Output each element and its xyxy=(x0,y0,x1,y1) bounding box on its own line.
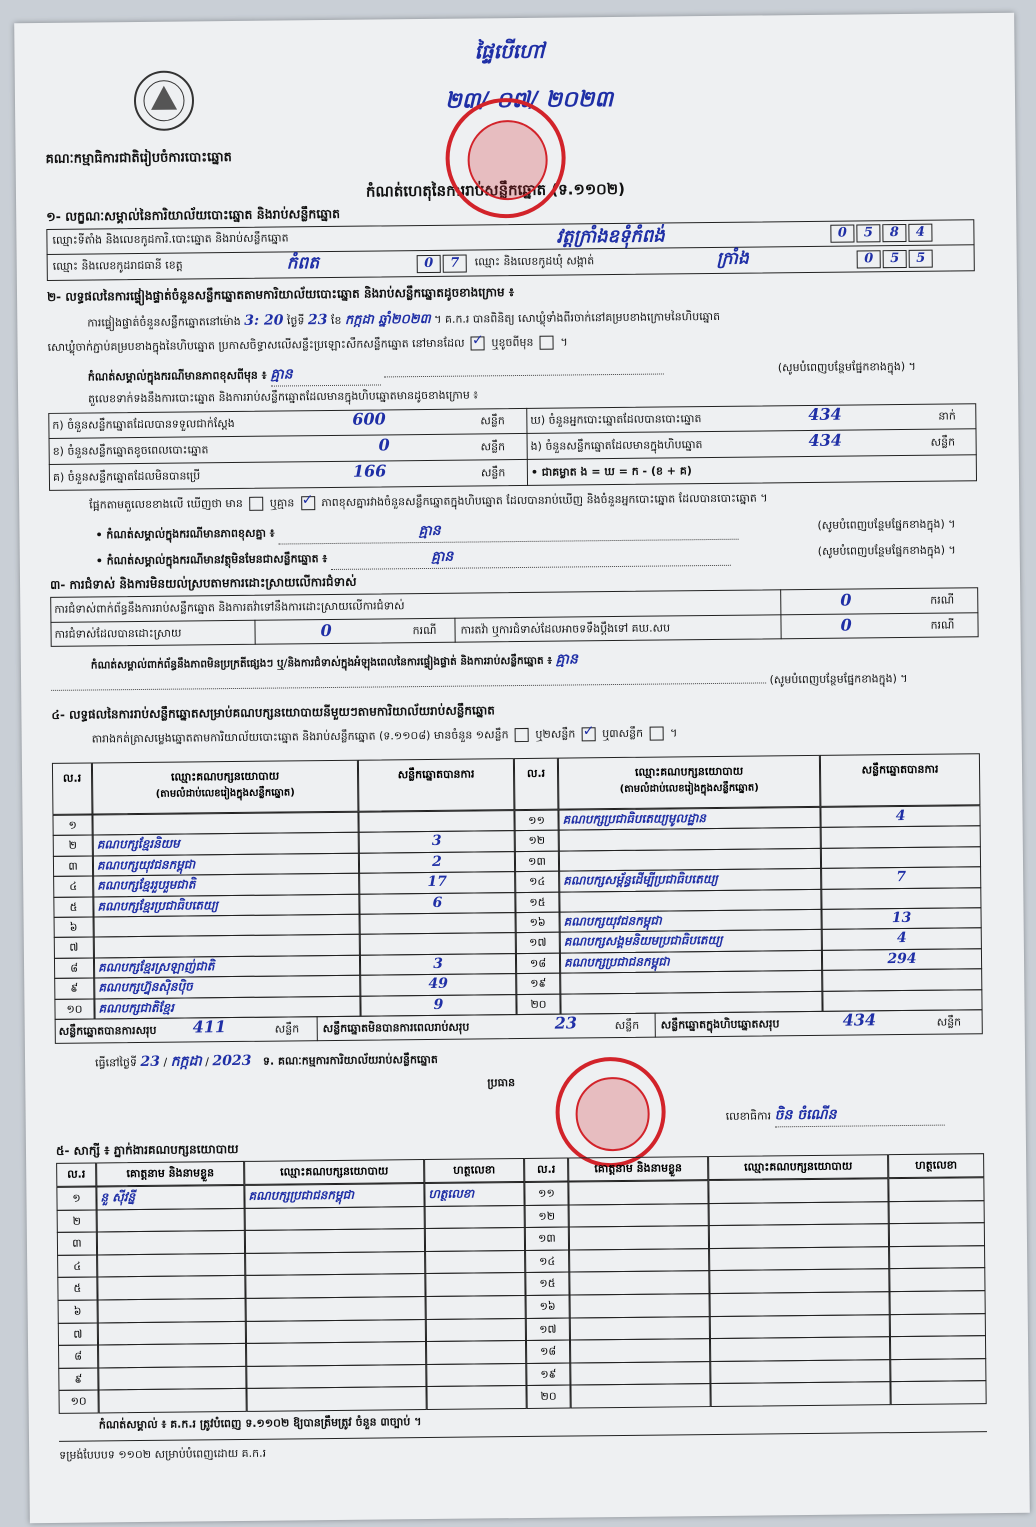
right-witness-cell xyxy=(889,1268,985,1293)
note-hint: (សូមបំពេញបន្ថែមផ្នែកខាងក្នុង) ។ xyxy=(777,359,916,375)
verify-month-year: កក្កដា ឆ្នាំ២០២៣ xyxy=(344,311,431,328)
left-witness-cell xyxy=(426,1340,526,1365)
station-name: វត្តក្រាំងឧទុំកំពង់ xyxy=(556,225,665,248)
left-row-votes: 9 xyxy=(360,994,516,1017)
left-witness-cell: ៥ xyxy=(57,1277,97,1301)
official-seal-bottom xyxy=(555,1057,666,1168)
left-witness-cell xyxy=(98,1321,246,1346)
stamp-note-1: ផ្ទៃបើហៅ xyxy=(474,38,545,64)
right-row-party: គណបក្សប្រជាជនកម្ពុជា xyxy=(560,950,822,974)
right-witness-cell xyxy=(889,1222,985,1247)
objection-value: 0 xyxy=(840,590,852,610)
commune-code-digit: 5 xyxy=(883,250,907,268)
capital-label: ឈ្មោះ និងលេខកូដរាជធានី ខេត្ត xyxy=(52,258,183,273)
right-row-votes: 4 xyxy=(820,805,980,828)
right-witness-cell xyxy=(570,1361,710,1386)
left-witness-cell xyxy=(97,1275,245,1300)
left-row-no: ១០ xyxy=(54,998,94,1020)
capital-name: កំពត xyxy=(286,253,320,274)
right-witness-cell xyxy=(889,1245,985,1270)
broken-checkbox[interactable] xyxy=(540,336,554,350)
right-row-votes xyxy=(821,846,981,869)
invalid-total: 23 xyxy=(554,1013,578,1033)
left-row-no: ៣ xyxy=(53,855,93,877)
count-formula: • ជាគម្លាត ង = ឃ = ក - (ខ + គ) xyxy=(530,464,692,479)
right-witness-cell xyxy=(710,1359,890,1384)
objection-label: ការជំទាស់ពាក់ព័ន្ធនឹងការរាប់សន្លឹកឆ្នោត និងការតវ៉ាទៅនឹងការដោះស្រាយលើការជំទាស់ xyxy=(54,599,405,616)
verify-line-2: សោឃ្លុំចាក់ភ្ជាប់គម្របខាងក្នុងនៃហិបឆ្នោត ប្រកាសចិទ្ធាសលើសន្លឹះប្រឡោះសឹកសន្លឹកឆ្នោត នៅមានដែល ✓ ឬខូចពីមុន ។ xyxy=(48,335,568,356)
count-label-c: គ) ចំនួនសន្លឹកឆ្នោតដែលមិនបានប្រើ xyxy=(52,469,201,484)
left-witness-cell xyxy=(98,1343,246,1368)
left-witness-cell xyxy=(425,1272,525,1297)
capital-code-digit: 0 xyxy=(417,255,441,273)
count-value-c: 166 xyxy=(352,461,387,481)
section3-note: កំណត់សម្គាល់ពាក់ព័ន្ធនឹងភាពមិនប្រក្រតីផ្សេងៗ ឬ/និងការជំទាស់ក្នុងអំឡុងពេលនៃការផ្ទៀងផ្ទាត់ និងការរាប់សន្លឹកឆ្នោត ៖ គ្មាន xyxy=(90,651,578,672)
right-witness-cell xyxy=(570,1316,710,1341)
right-witness-cell xyxy=(888,1177,984,1202)
right-row-no: ១៩ xyxy=(516,973,560,995)
two-sheet-checkbox[interactable] xyxy=(582,727,596,741)
right-witness-cell xyxy=(569,1270,709,1295)
left-witness-cell xyxy=(246,1386,426,1411)
left-witness-cell: ៩ xyxy=(58,1367,98,1391)
right-witness-cell xyxy=(710,1336,890,1361)
right-witness-cell xyxy=(889,1200,985,1225)
secretary-name: ចិន ចំណើន xyxy=(774,1106,837,1124)
left-witness-cell: ២ xyxy=(57,1209,97,1233)
right-witness-cell: ១៨ xyxy=(526,1340,570,1364)
station-code-digit: 5 xyxy=(856,224,880,242)
right-witness-cell xyxy=(570,1338,710,1363)
section4-title: ៤- លទ្ធផលនៃការរាប់សន្លឹកឆ្នោតសម្រាប់គណបក្សនយោបាយនីមួយៗតាមការិយាល័យរាប់សន្លឹកឆ្នោត xyxy=(51,703,495,722)
count-intro: តួលេខទាក់ទងនឹងការបោះឆ្នោត និងការរាប់សន្លឹកឆ្នោតដែលមានក្នុងហិបឆ្នោតមានដូចខាងក្រោម ៖ xyxy=(88,388,479,406)
count-label-b: ខ) ចំនួនសន្លឹកឆ្នោតខូចពេលបោះឆ្នោត xyxy=(52,443,209,458)
left-witness-header: គោត្តនាម និងនាមខ្លួន xyxy=(96,1161,244,1187)
bullet2-value: គ្មាន xyxy=(430,548,454,565)
right-row-no: ១៦ xyxy=(516,912,560,934)
footnote: កំណត់សម្គាល់ ៖ គ.ក.រ ត្រូវបំពេញ ទ.១១០២ ឱ្យបានត្រឹមត្រូវ ចំនួន ៣ច្បាប់ ។ xyxy=(98,1415,422,1432)
left-row-votes: 17 xyxy=(359,871,515,894)
left-witness-cell: ៦ xyxy=(58,1299,98,1323)
count-value-e: 434 xyxy=(808,430,843,450)
count-value-a: 600 xyxy=(352,409,386,429)
right-row-no: ១១ xyxy=(514,810,558,832)
left-row-no: ១ xyxy=(52,815,92,837)
left-witness-cell xyxy=(426,1318,526,1343)
note-value: គ្មាន xyxy=(270,366,293,383)
left-row-votes xyxy=(360,912,516,935)
left-witness-cell xyxy=(246,1319,426,1344)
right-witness-cell xyxy=(708,1178,888,1203)
left-row-party: គណបក្សយុវជនកម្ពុជា xyxy=(93,853,359,877)
left-row-votes: 2 xyxy=(359,851,515,874)
right-witness-header: ហត្ថលេខា xyxy=(888,1153,984,1178)
left-witness-cell xyxy=(98,1298,246,1323)
left-row-no: ២ xyxy=(53,835,93,857)
left-row-no: ៦ xyxy=(54,916,94,938)
left-row-votes: 6 xyxy=(359,892,515,915)
section1-title: ១- លក្ខណៈសម្គាល់នៃការិយាល័យបោះឆ្នោត និងរាប់សន្លឹកឆ្នោត xyxy=(46,205,341,224)
right-witness-cell xyxy=(709,1223,889,1248)
left-witness-header: ហត្ថលេខា xyxy=(424,1158,524,1183)
right-row-votes: 7 xyxy=(821,866,981,889)
left-row-no: ៥ xyxy=(53,896,93,918)
bullet1-value: គ្មាន xyxy=(418,522,441,540)
right-witness-cell xyxy=(710,1291,890,1316)
left-row-party: គណបក្សខ្មែរប្រជាធិបតេយ្យ xyxy=(93,893,359,917)
right-row-no: ១៣ xyxy=(515,850,559,872)
left-witness-cell xyxy=(97,1230,245,1255)
left-witness-cell xyxy=(98,1388,246,1413)
left-row-no: ៤ xyxy=(53,876,93,898)
right-row-votes: 294 xyxy=(822,948,982,971)
left-witness-cell xyxy=(246,1296,426,1321)
left-header-votes: សន្លឹកឆ្នោតបានការ xyxy=(358,758,515,812)
secretary-line: លេខាធិការ ចិន ចំណើន xyxy=(726,1104,945,1128)
left-row-party: គណបក្សខ្មែររួបរួមជាតិ xyxy=(93,873,359,897)
count-value-d: 434 xyxy=(808,404,842,424)
capital-code-digit: 7 xyxy=(443,255,467,273)
left-row-party: គណបក្សហ្វ៊ុនស៊ិនប៉ិច xyxy=(94,975,360,999)
left-witness-cell: ១ xyxy=(56,1186,96,1210)
station-code-digit: 8 xyxy=(882,224,906,242)
left-witness-cell: នួ ស៊ីវន្នី xyxy=(96,1185,244,1210)
right-row-party: គណបក្សយុវជនកម្ពុជា xyxy=(560,909,822,933)
right-witness-cell xyxy=(710,1382,890,1407)
one-sheet-checkbox[interactable] xyxy=(515,728,529,742)
left-row-no: ៨ xyxy=(54,957,94,979)
right-row-no: ១៨ xyxy=(516,952,560,974)
commune-code-digit: 0 xyxy=(857,250,881,268)
right-witness-cell: ១២ xyxy=(525,1204,569,1228)
note-line: កំណត់សម្គាល់ក្នុងករណីមានភាពខុសពីមុន ៖ គ្មាន xyxy=(88,360,665,388)
right-witness-cell xyxy=(889,1290,985,1315)
left-witness-cell xyxy=(425,1227,525,1252)
form-footer: ទម្រង់បែបបទ ១១០២ សម្រាប់បំពេញដោយ គ.ក.រ xyxy=(59,1446,267,1462)
left-witness-cell xyxy=(97,1208,245,1233)
right-row-party: គណបក្សសង្គមនិយមប្រជាធិបតេយ្យ xyxy=(560,929,822,953)
nec-emblem-icon xyxy=(133,69,196,132)
right-witness-cell xyxy=(890,1335,986,1360)
left-witness-cell xyxy=(98,1366,246,1391)
done-line: ធ្វើនៅថ្ងៃទី 23 / កក្កដា / 2023 ទ. គណៈកម្មការការិយាល័យរាប់សន្លឹកឆ្នោត xyxy=(94,1052,438,1071)
section3-hint-line: (សូមបំពេញបន្ថែមផ្នែកខាងក្នុង) ។ xyxy=(51,672,908,697)
left-witness-cell xyxy=(245,1228,425,1253)
left-row-votes: 3 xyxy=(359,830,515,853)
resolved-label: ការជំទាស់ដែលបានដោះស្រាយ xyxy=(54,626,182,641)
right-witness-cell: ២០ xyxy=(526,1385,570,1409)
section3-note-value: គ្មាន xyxy=(555,651,578,668)
right-witness-header: ឈ្មោះគណបក្សនយោបាយ xyxy=(708,1154,888,1180)
bullet2-line: • កំណត់សម្គាល់ក្នុងករណីមានវត្ថុមិនមែនជាសន្លឹកឆ្នោត ៖ គ្មាន xyxy=(96,544,731,573)
right-row-no: ១៧ xyxy=(516,932,560,954)
left-witness-cell xyxy=(426,1385,526,1410)
diff-line: ផ្អែកតាមតួលេខខាងលើ ឃើញថា មាន ឬគ្មាន ✓ ភាពខុសគ្នារវាងចំនួនសន្លឹកឆ្នោតក្នុងហិបឆ្នោត ដែលបានរាប់ឃើញ និងចំនួនអ្នកបោះឆ្នោត ដែលបានបោះឆ្នោត ។ xyxy=(89,491,768,514)
count-value-b: 0 xyxy=(378,435,390,455)
stamp-note-2: ២៣/ ០៧/ ២០២៣ xyxy=(444,86,614,114)
left-row-party: គណបក្សជាតិខ្មែរ xyxy=(94,995,360,1019)
left-witness-cell xyxy=(426,1295,526,1320)
no-diff-checkbox[interactable] xyxy=(301,496,315,510)
left-row-no: ៧ xyxy=(54,937,94,959)
right-witness-cell xyxy=(709,1201,889,1226)
left-header-no: ល.រ xyxy=(52,763,93,815)
right-witness-cell xyxy=(709,1246,889,1271)
three-sheet-checkbox[interactable] xyxy=(650,727,664,741)
left-witness-header: ល.រ xyxy=(56,1162,96,1186)
bullet1-line: • កំណត់សម្គាល់ក្នុងករណីមានភាពខុសគ្នា ៖ គ្មាន xyxy=(95,518,738,547)
official-seal-top xyxy=(445,98,566,219)
right-witness-cell xyxy=(569,1225,709,1250)
right-row-no: ១៤ xyxy=(515,871,559,893)
right-witness-cell xyxy=(569,1248,709,1273)
station-label: ឈ្មោះទីតាំង និងលេខកូដការិ.បោះឆ្នោត និងរាប់សន្លឹកឆ្នោត xyxy=(52,231,289,247)
left-witness-cell xyxy=(245,1206,425,1231)
right-witness-cell: ១៦ xyxy=(526,1295,570,1319)
chair-label: ប្រធាន xyxy=(487,1076,516,1090)
right-witness-header: គោត្តនាម និងនាមខ្លួន xyxy=(568,1156,708,1181)
left-row-votes: 49 xyxy=(360,973,516,996)
verify-line-1: ការផ្ទៀងផ្ទាត់ចំនួនសន្លឹកឆ្នោតនៅម៉ោង 3: 20 ថ្ងៃទី 23 ខែ កក្កដា ឆ្នាំ២០២៣ ។ គ.ក.រ បានពិនិត្យ សោឃ្លុំទាំងពីរចាក់នៅគម្របខាងក្រោមនៃហិបឆ្នោត xyxy=(87,309,721,330)
left-row-votes xyxy=(358,810,514,833)
right-witness-cell xyxy=(570,1383,710,1408)
left-witness-cell xyxy=(97,1253,245,1278)
section5-title: ៥- សាក្សី ៖ ភ្នាក់ងារគណបក្សនយោបាយ xyxy=(55,1141,239,1158)
right-witness-cell: ១៧ xyxy=(526,1317,570,1341)
right-row-votes xyxy=(821,887,981,910)
count-label-e: ង) ចំនួនសន្លឹកឆ្នោតដែលមានក្នុងហិបឆ្នោត xyxy=(530,438,703,453)
left-witness-cell xyxy=(425,1205,525,1230)
section2-title: ២- លទ្ធផលនៃការផ្ទៀងផ្ទាត់ចំនួនសន្លឹកឆ្នោតតាមការិយាល័យបោះឆ្នោត និងរាប់សន្លឹកឆ្នោតដូចខាងក្រោម ៖ xyxy=(46,285,515,304)
right-witness-header: ល.រ xyxy=(524,1158,568,1182)
right-row-no: ១៥ xyxy=(515,891,559,913)
right-witness-cell: ១៤ xyxy=(525,1249,569,1273)
right-row-party: គណបក្សសម្ព័ន្ធដើម្បីប្រជាធិបតេយ្យ xyxy=(559,868,821,892)
appeal-label: ការតវ៉ា ឬការជំទាស់ដែលអាចទទឹងប្តឹងទៅ គឃ.សប xyxy=(460,621,671,637)
right-witness-cell: ១៩ xyxy=(526,1362,570,1386)
right-witness-cell xyxy=(890,1358,986,1383)
right-witness-cell xyxy=(710,1314,890,1339)
station-code-digit: 0 xyxy=(830,224,854,242)
section4-intro: តារាងកត់ត្រាសម្លេងឆ្នោតតាមការិយាល័យបោះឆ្នោត និងរាប់សន្លឹកឆ្នោត (ទ.១១០៨) មានចំនួន ១សន្លឹក ឬ២សន្លឹក ✓ ឬ៣សន្លឹក ។ xyxy=(92,726,678,748)
right-witness-cell: ១៣ xyxy=(525,1227,569,1251)
right-witness-cell xyxy=(569,1203,709,1228)
appeal-value: 0 xyxy=(840,615,852,635)
intact-checkbox[interactable] xyxy=(471,336,485,350)
left-witness-cell: ៧ xyxy=(58,1322,98,1346)
left-witness-cell xyxy=(246,1341,426,1366)
left-witness-cell: ហត្ថលេខា xyxy=(424,1182,524,1207)
left-witness-cell: ១០ xyxy=(58,1390,98,1414)
form-sheet: គណៈកម្មាធិការជាតិរៀបចំការបោះឆ្នោត កំណត់ហេតុនៃការរាប់សន្លឹកឆ្នោត (ទ.១១០២) ផ្ទៃបើហៅ ២៣/ ០៧/ ២០២៣ ១- លក្ខណៈសម្គាល់នៃការិយាល័យបោះឆ្នោត និងរាប់សន្លឹកឆ្នោត ឈ្មោះទីតាំង និងលេខកូដការិ.បោះឆ្នោត និងរាប់សន្លឹកឆ្នោត វត្តក្រាំងឧទុំកំពង់ 0 5 8 4 ឈ្មោះ និងលេខកូដរាជធានី ខេត្ត កំពត 0 7 ឈ្មោះ និងលេខកូដឃុំ សង្កាត់ ក្រាំង 0 5 5 ២- លទ្ធផលនៃការផ្ទៀងផ្ទាត់ចំនួនសន្លឹកឆ្នោតតាមការិយាល័យបោះឆ្នោត និងរាប់សន្លឹកឆ្នោតដូចខាងក្រោម ៖ ការផ្ទៀងផ្ទាត់ចំនួនសន្លឹកឆ្នោតនៅម៉ោង 3: 20 ថ្ងៃទី 23 ខែ កក្កដា ឆ្នាំ២០២៣ ។ គ.ក.រ បានពិនិត្យ សោឃ្លុំទាំងពីរចាក់នៅគម្របខាងក្រោមនៃហិបឆ្នោត សោឃ្លុំចាក់ភ្ជាប់គម្របខាងក្នុងនៃហិបឆ្នោត ប្រកាសចិទ្ធាសលើសន្លឹះប្រឡោះសឹកសន្លឹកឆ្នោត នៅមានដែល ✓ ឬខូចពីមុន ។ កំណត់សម្គាល់ក្នុងករណីមានភាពខុសពីមុន ៖ គ្មាន (សូមបំពេញបន្ថែមផ្នែកខាងក្នុង) ។ តួលេខទាក់ទងនឹងការបោះឆ្នោត និងការរាប់សន្លឹកឆ្នោតដែលមានក្នុងហិបឆ្នោតមានដូចខាងក្រោម ៖ ក) ចំនួនសន្លឹកឆ្នោតដែលបានទទួលជាក់ស្តែង 600 សន្លឹក ខ) ចំនួនសន្លឹកឆ្នោតខូចពេលបោះឆ្នោត 0 សន្លឹក គ) ចំនួនសន្លឹកឆ្នោតដែលមិនបានប្រើ 166 សន្លឹក ឃ) ចំនួនអ្នកបោះឆ្នោតដែលបានបោះឆ្នោត 434 នាក់ ង) ចំនួនសន្លឹកឆ្នោតដែលមានក្នុងហិបឆ្នោត 434 សន្លឹក • ជាគម្លាត ង = ឃ = ក - (ខ + គ) ផ្អែកតាមតួលេខខាងលើ ឃើញថា មាន ឬគ្មាន ✓ ភាពខុសគ្នារវាងចំនួនសន្លឹកឆ្នោតក្នុងហិបឆ្នោត ដែលបានរាប់ឃើញ និងចំនួនអ្នកបោះឆ្នោត ដែលបានបោះឆ្នោត ។ • កំណត់សម្គាល់ក្នុងករណីមានភាពខុសគ្នា ៖ គ្មាន (សូមបំពេញបន្ថែមផ្នែកខាងក្នុង) ។ • កំណត់សម្គាល់ក្នុងករណីមានវត្ថុមិនមែនជាសន្លឹកឆ្នោត ៖ គ្មាន (សូមបំពេញបន្ថែមផ្នែកខាងក្នុង) ។ ៣- ការជំទាស់ និងការមិនយល់ស្របតាមការដោះស្រាយលើការជំទាស់ ការជំទាស់ពាក់ព័ន្ធនឹងការរាប់សន្លឹកឆ្នោត និងការតវ៉ាទៅនឹងការដោះស្រាយលើការជំទាស់ 0 ករណី ការជំទាស់ដែលបានដោះស្រាយ 0 ករណី ការតវ៉ា ឬការជំទាស់ដែលអាចទទឹងប្តឹងទៅ គឃ.សប 0 ករណី កំណត់សម្គាល់ពាក់ព័ន្ធនឹងភាពមិនប្រក្រតីផ្សេងៗ ឬ/និងការជំទាស់ក្នុងអំឡុងពេលនៃការផ្ទៀងផ្ទាត់ និងការរាប់សន្លឹកឆ្នោត ៖ គ្មាន (សូមបំពេញបន្ថែមផ្នែកខាងក្នុង) ។ ៤- លទ្ធផលនៃការរាប់សន្លឹកឆ្នោតសម្រាប់គណបក្សនយោបាយនីមួយៗតាមការិយាល័យរាប់សន្លឹកឆ្នោត តារាងកត់ត្រាសម្លេងឆ្នោតតាមការិយាល័យបោះឆ្នោត និងរាប់សន្លឹកឆ្នោត (ទ.១១០៨) មានចំនួន ១សន្លឹក ឬ២សន្លឹក ✓ ឬ៣សន្លឹក ។ ល.រ ឈ្មោះគណបក្សនយោបាយ (តាមលំដាប់លេខរៀងក្នុងសន្លឹកឆ្នោត) សន្លឹកឆ្នោតបានការ ល.រ ឈ្មោះគណបក្សនយោបាយ (តាមលំដាប់លេខរៀងក្នុងសន្លឹកឆ្នោត) សន្លឹកឆ្នោតបានការ ១ ២ គណបក្សខ្មែរនិយម 3 ៣ គណបក្សយុវជនកម្ពុជា 2 ៤ គណបក្សខ្មែររួបរួមជាតិ 17 ៥ គណបក្សខ្មែរប្រជាធិបតេយ្យ 6 ៦ ៧ ៨ គណបក្សខ្មែរស្រឡាញ់ជាតិ 3 ៩ គណបក្សហ្វ៊ុនស៊ិនប៉ិច 49 ១០ គណបក្សជាតិខ្មែរ 9 ១១ គណបក្សប្រជាធិបតេយ្យមូលដ្ឋាន 4 ១២ ១៣ ១៤ គណបក្សសម្ព័ន្ធដើម្បីប្រជាធិបតេយ្យ 7 ១៥ ១៦ គណបក្សយុវជនកម្ពុជា 13 ១៧ គណបក្សសង្គមនិយមប្រជាធិបតេយ្យ 4 ១៨ គណបក្សប្រជាជនកម្ពុជា 294 ១៩ ២០ សន្លឹកឆ្នោតបានការសរុប 411 សន្លឹក សន្លឹកឆ្នោតមិនបានការពេលរាប់សរុប 23 សន្លឹក សន្លឹកឆ្នោតក្នុងហិបឆ្នោតសរុប 434 សន្លឹក ធ្វើនៅថ្ងៃទី 23 / កក្កដា / 2023 ទ. គណៈកម្មការការិយាល័យរាប់សន្លឹកឆ្នោត ប្រធាន លេខាធិការ ចិន ចំណើន ៥- សាក្សី ៖ ភ្នាក់ងារគណបក្សនយោបាយ ល.រ គោត្តនាម និងនាមខ្លួន ឈ្មោះគណបក្សនយោបាយ ហត្ថលេខា ល.រ គោត្តនាម និងនាមខ្លួន ឈ្មោះគណបក្សនយោបាយ ហត្ថលេខា ១ នួ ស៊ីវន្នី គណបក្សប្រជាជនកម្ពុជា ហត្ថលេខា ២ ៣ ៤ ៥ ៦ ៧ ៨ ៩ ១០ ១១ ១២ ១៣ ១៤ ១៥ ១៦ ១៧ ១៨ ១៩ ២០ កំណត់សម្គាល់ ៖ គ.ក.រ ត្រូវបំពេញ ទ.១១០២ ឱ្យបានត្រឹមត្រូវ ចំនួន ៣ច្បាប់ ។ ទម្រង់បែបបទ ១១០២ សម្រាប់បំពេញដោយ គ.ក.រ xyxy=(14,13,1030,1523)
commune-code-digit: 5 xyxy=(909,250,933,268)
left-witness-cell xyxy=(245,1273,425,1298)
left-row-votes: 3 xyxy=(360,953,516,976)
right-witness-cell xyxy=(890,1381,986,1406)
commune-name: ក្រាំង xyxy=(716,248,749,269)
right-row-votes: 4 xyxy=(822,928,982,951)
right-header-party: ឈ្មោះគណបក្សនយោបាយ (តាមលំដាប់លេខរៀងក្នុងសន្លឹកឆ្នោត) xyxy=(558,755,821,810)
left-witness-cell xyxy=(246,1364,426,1389)
right-row-votes xyxy=(822,968,982,991)
form-title: កំណត់ហេតុនៃការរាប់សន្លឹកឆ្នោត (ទ.១១០២) xyxy=(365,179,626,201)
box-total: 434 xyxy=(842,1010,877,1030)
left-witness-cell: ៨ xyxy=(58,1345,98,1369)
right-witness-cell xyxy=(890,1313,986,1338)
valid-total: 411 xyxy=(192,1017,227,1037)
left-row-party: គណបក្សខ្មែរស្រឡាញ់ជាតិ xyxy=(94,955,360,979)
station-code-digit: 4 xyxy=(908,224,932,242)
right-witness-cell xyxy=(568,1180,708,1205)
commune-label: ឈ្មោះ និងលេខកូដឃុំ សង្កាត់ xyxy=(474,254,595,269)
left-header-party: ឈ្មោះគណបក្សនយោបាយ (តាមលំដាប់លេខរៀងក្នុងសន្លឹកឆ្នោត) xyxy=(92,760,359,815)
verify-day: 23 xyxy=(307,312,328,329)
count-label-a: ក) ចំនួនសន្លឹកឆ្នោតដែលបានទទួលជាក់ស្តែង xyxy=(52,416,235,432)
left-witness-cell: គណបក្សប្រជាជនកម្ពុជា xyxy=(244,1183,424,1208)
left-witness-cell xyxy=(245,1251,425,1276)
right-witness-cell: ១១ xyxy=(524,1182,568,1206)
right-row-no: ១២ xyxy=(515,830,559,852)
left-witness-cell xyxy=(425,1250,525,1275)
section3-title: ៣- ការជំទាស់ និងការមិនយល់ស្របតាមការដោះស្រាយលើការជំទាស់ xyxy=(49,574,357,592)
right-row-votes xyxy=(822,989,982,1012)
has-diff-checkbox[interactable] xyxy=(249,497,263,511)
right-row-party: គណបក្សប្រជាធិបតេយ្យមូលដ្ឋាន xyxy=(558,807,820,831)
right-header-votes: សន្លឹកឆ្នោតបានការ xyxy=(820,753,981,807)
left-witness-cell xyxy=(426,1363,526,1388)
right-row-votes: 13 xyxy=(821,907,981,930)
right-witness-cell: ១៥ xyxy=(525,1272,569,1296)
committee-name: គណៈកម្មាធិការជាតិរៀបចំការបោះឆ្នោត xyxy=(45,150,232,167)
right-row-no: ២០ xyxy=(516,993,560,1015)
right-row-votes xyxy=(821,826,981,849)
left-witness-cell: ៤ xyxy=(57,1254,97,1278)
left-witness-header: ឈ្មោះគណបក្សនយោបាយ xyxy=(244,1159,424,1185)
left-row-votes xyxy=(360,932,516,955)
left-row-no: ៩ xyxy=(54,978,94,1000)
right-witness-cell xyxy=(570,1293,710,1318)
right-header-no: ល.រ xyxy=(514,758,559,810)
left-row-party: គណបក្សខ្មែរនិយម xyxy=(93,832,359,856)
left-witness-cell: ៣ xyxy=(57,1232,97,1256)
verify-time: 3: 20 xyxy=(244,312,284,329)
count-label-d: ឃ) ចំនួនអ្នកបោះឆ្នោតដែលបានបោះឆ្នោត xyxy=(530,412,702,427)
right-witness-cell xyxy=(709,1269,889,1294)
resolved-value: 0 xyxy=(320,620,332,641)
